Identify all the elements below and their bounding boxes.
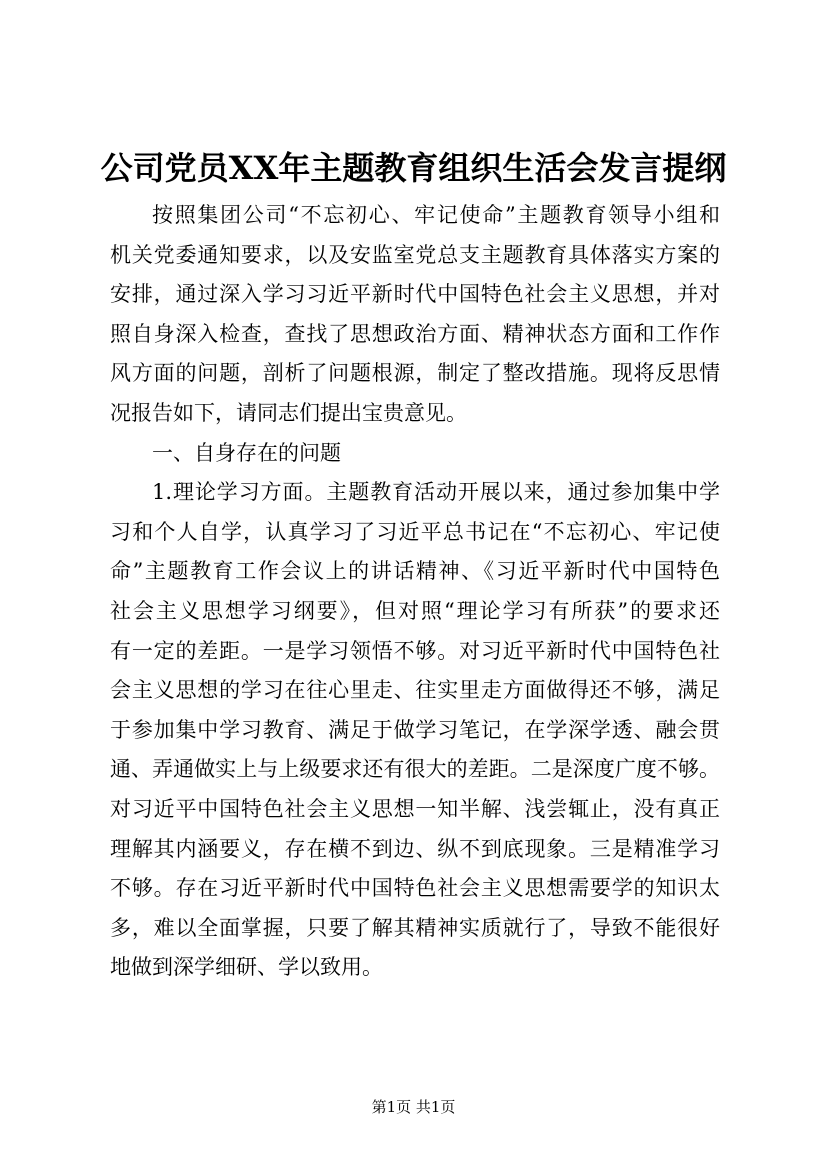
paragraph-line: 多，难以全面掌握，只要了解其精神实质就行了，导致不能很好	[110, 915, 720, 940]
paragraph-line: 按照集团公司“不忘初心、牢记使命”主题教育领导小组和	[152, 203, 720, 227]
paragraph-line: 不够。存在习近平新时代中国特色社会主义思想需要学的知识太	[110, 876, 720, 901]
section-heading: 一、自身存在的问题	[152, 440, 341, 465]
paragraph-line: 理解其内涵要义，存在横不到边、纵不到底现象。三是精准学习	[110, 836, 720, 861]
paragraph-line: 会主义思想的学习在往心里走、往实里走方面做得还不够，满足	[110, 678, 720, 703]
paragraph-line: 况报告如下，请同志们提出宝贵意见。	[110, 400, 467, 425]
document-title: 公司党员XX年主题教育组织生活会发言提纲	[100, 149, 727, 187]
page-footer: 第1页 共1页	[371, 1098, 456, 1116]
paragraph-line: 机关党委通知要求，以及安监室党总支主题教育具体落实方案的	[110, 242, 720, 267]
paragraph-line: 社会主义思想学习纲要》，但对照“理论学习有所获”的要求还	[110, 598, 720, 623]
paragraph-line: 命”主题教育工作会议上的讲话精神、《习近平新时代中国特色	[110, 559, 720, 584]
paragraph-line: 有一定的差距。一是学习领悟不够。对习近平新时代中国特色社	[110, 638, 720, 663]
paragraph-line: 习和个人自学，认真学习了习近平总书记在“不忘初心、牢记使	[110, 519, 720, 544]
paragraph-line: 通、弄通做实上与上级要求还有很大的差距。二是深度广度不够。	[110, 757, 720, 782]
paragraph-line: 地做到深学细研、学以致用。	[110, 955, 383, 980]
paragraph-line: 1.理论学习方面。主题教育活动开展以来，通过参加集中学	[152, 480, 720, 505]
paragraph-line: 对习近平中国特色社会主义思想一知半解、浅尝辄止，没有真正	[110, 796, 720, 821]
paragraph-line: 于参加集中学习教育、满足于做学习笔记，在学深学透、融会贯	[110, 717, 720, 742]
paragraph-line: 风方面的问题，剖析了问题根源，制定了整改措施。现将反思情	[110, 361, 720, 386]
document-body	[110, 196, 720, 988]
paragraph-line: 安排，通过深入学习习近平新时代中国特色社会主义思想，并对	[110, 282, 720, 307]
paragraph-line: 照自身深入检查，查找了思想政治方面、精神状态方面和工作作	[110, 321, 720, 346]
